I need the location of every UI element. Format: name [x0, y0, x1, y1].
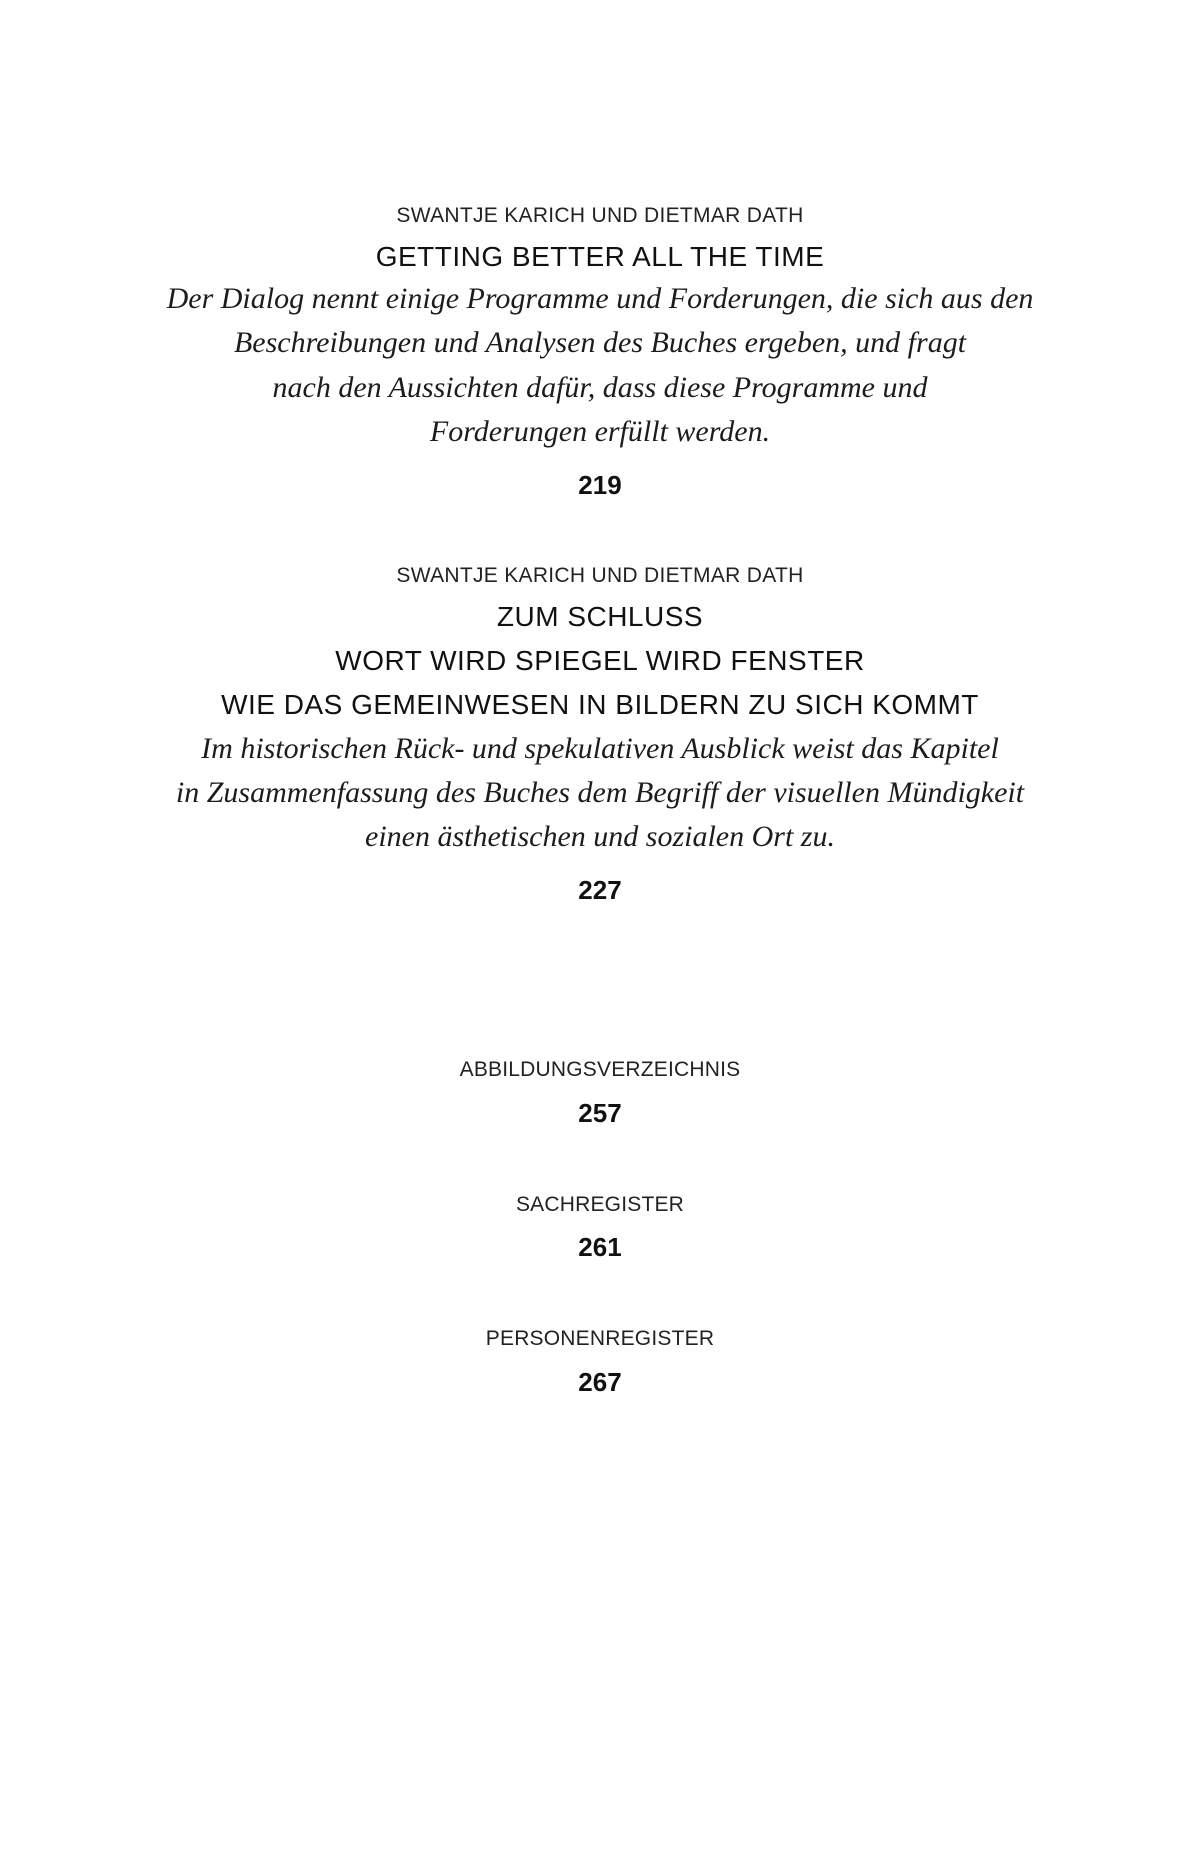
entry-title: WIE DAS GEMEINWESEN IN BILDERN ZU SICH KOMMT [221, 689, 979, 720]
entry-page-number: 227 [578, 875, 622, 905]
appendix-label: PERSONENREGISTER [485, 1327, 715, 1350]
appendix-page-number: 257 [578, 1098, 622, 1128]
entry-description-line: nach den Aussichten dafür, dass diese Programme und [272, 371, 928, 404]
appendix-page-number: 261 [578, 1232, 622, 1262]
entry-title: GETTING BETTER ALL THE TIME [375, 241, 825, 272]
entry-description-line: einen ästhetischen und sozialen Ort zu. [365, 820, 835, 853]
entry-title: WORT WIRD SPIEGEL WIRD FENSTER [335, 645, 865, 676]
entry-author: SWANTJE KARICH UND DIETMAR DATH [396, 564, 804, 587]
appendix-label: ABBILDUNGSVERZEICHNIS [459, 1058, 741, 1081]
entry-title: ZUM SCHLUSS [496, 601, 704, 632]
entry-description-line: Beschreibungen und Analysen des Buches ergeben, und fragt [233, 326, 967, 359]
entry-description-line: in Zusammenfassung des Buches dem Begriff der visuellen Mündigkeit [175, 776, 1025, 809]
entry-page-number: 219 [578, 470, 622, 500]
appendix-page-number: 267 [578, 1367, 622, 1397]
entry-description-line: Der Dialog nennt einige Programme und Forderungen, die sich aus den [166, 282, 1034, 315]
entry-description-line: Im historischen Rück- und spekulativen Ausblick weist das Kapitel [201, 732, 999, 765]
entry-description-line: Forderungen erfüllt werden. [429, 415, 771, 448]
entry-author: SWANTJE KARICH UND DIETMAR DATH [396, 204, 804, 227]
appendix-label: SACHREGISTER [515, 1193, 685, 1216]
